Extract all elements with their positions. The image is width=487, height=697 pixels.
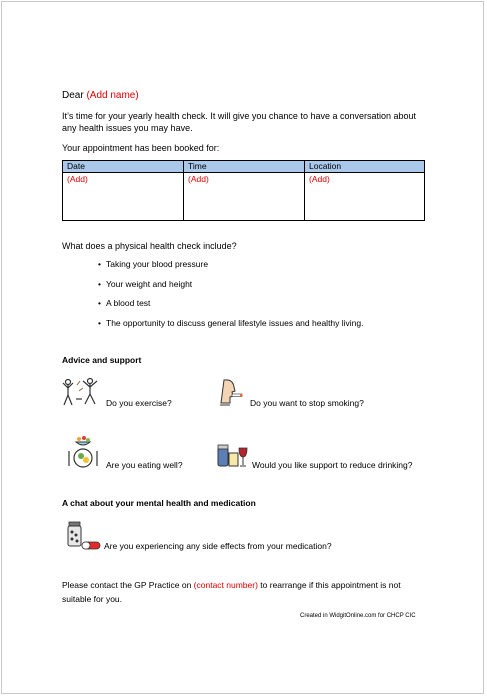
contact-line-2: suitable for you. [62, 594, 123, 604]
drinking-question: Would you like support to reduce drinking? [252, 460, 413, 470]
side-effects-question: Are you experiencing any side effects from your medication? [104, 541, 332, 551]
cell-location[interactable]: (Add) [305, 173, 425, 221]
smoking-question: Do you want to stop smoking? [250, 398, 364, 408]
booked-text: Your appointment has been booked for: [62, 143, 220, 153]
contact-line-1: Please contact the GP Practice on (contact number) to rearrange if this appointment is not [62, 580, 401, 590]
name-placeholder[interactable]: (Add name) [86, 90, 139, 101]
list-item: • Your weight and height [98, 278, 193, 289]
list-item: • The opportunity to discuss general lifestyle issues and healthy living. [98, 317, 364, 328]
intro-line-2: any health issues you may have. [62, 123, 193, 133]
header-location: Location [305, 161, 425, 173]
contact-number-placeholder[interactable]: (contact number) [193, 580, 258, 590]
advice-heading: Advice and support [62, 355, 142, 365]
smoking-icon [214, 377, 244, 411]
cell-time[interactable]: (Add) [184, 173, 305, 221]
greeting-line [62, 89, 139, 102]
intro-line-1: It’s time for your yearly health check. It will give you chance to have a conversation about [62, 111, 417, 121]
list-item: • Taking your blood pressure [98, 259, 209, 269]
table-header-row [63, 161, 425, 173]
eating-question: Are you eating well? [106, 460, 183, 470]
includes-question: What does a physical health check include? [62, 241, 237, 251]
list-item: • A blood test [98, 298, 151, 308]
header-time: Time [184, 161, 305, 173]
mental-heading: A chat about your mental health and medication [62, 498, 256, 508]
table-row [63, 173, 425, 221]
healthy-eating-icon [62, 434, 102, 470]
cell-date[interactable]: (Add) [63, 173, 184, 221]
header-date: Date [63, 161, 184, 173]
greeting-dear: Dear [62, 90, 87, 101]
exercise-icon [60, 377, 102, 409]
alcohol-icon [216, 442, 248, 470]
footer-credit: Created in WidgitOnline.com for CHCP CIC [300, 613, 416, 619]
appointment-table [62, 160, 425, 221]
exercise-question: Do you exercise? [106, 398, 172, 408]
medication-icon [66, 520, 102, 554]
includes-list [98, 259, 364, 337]
